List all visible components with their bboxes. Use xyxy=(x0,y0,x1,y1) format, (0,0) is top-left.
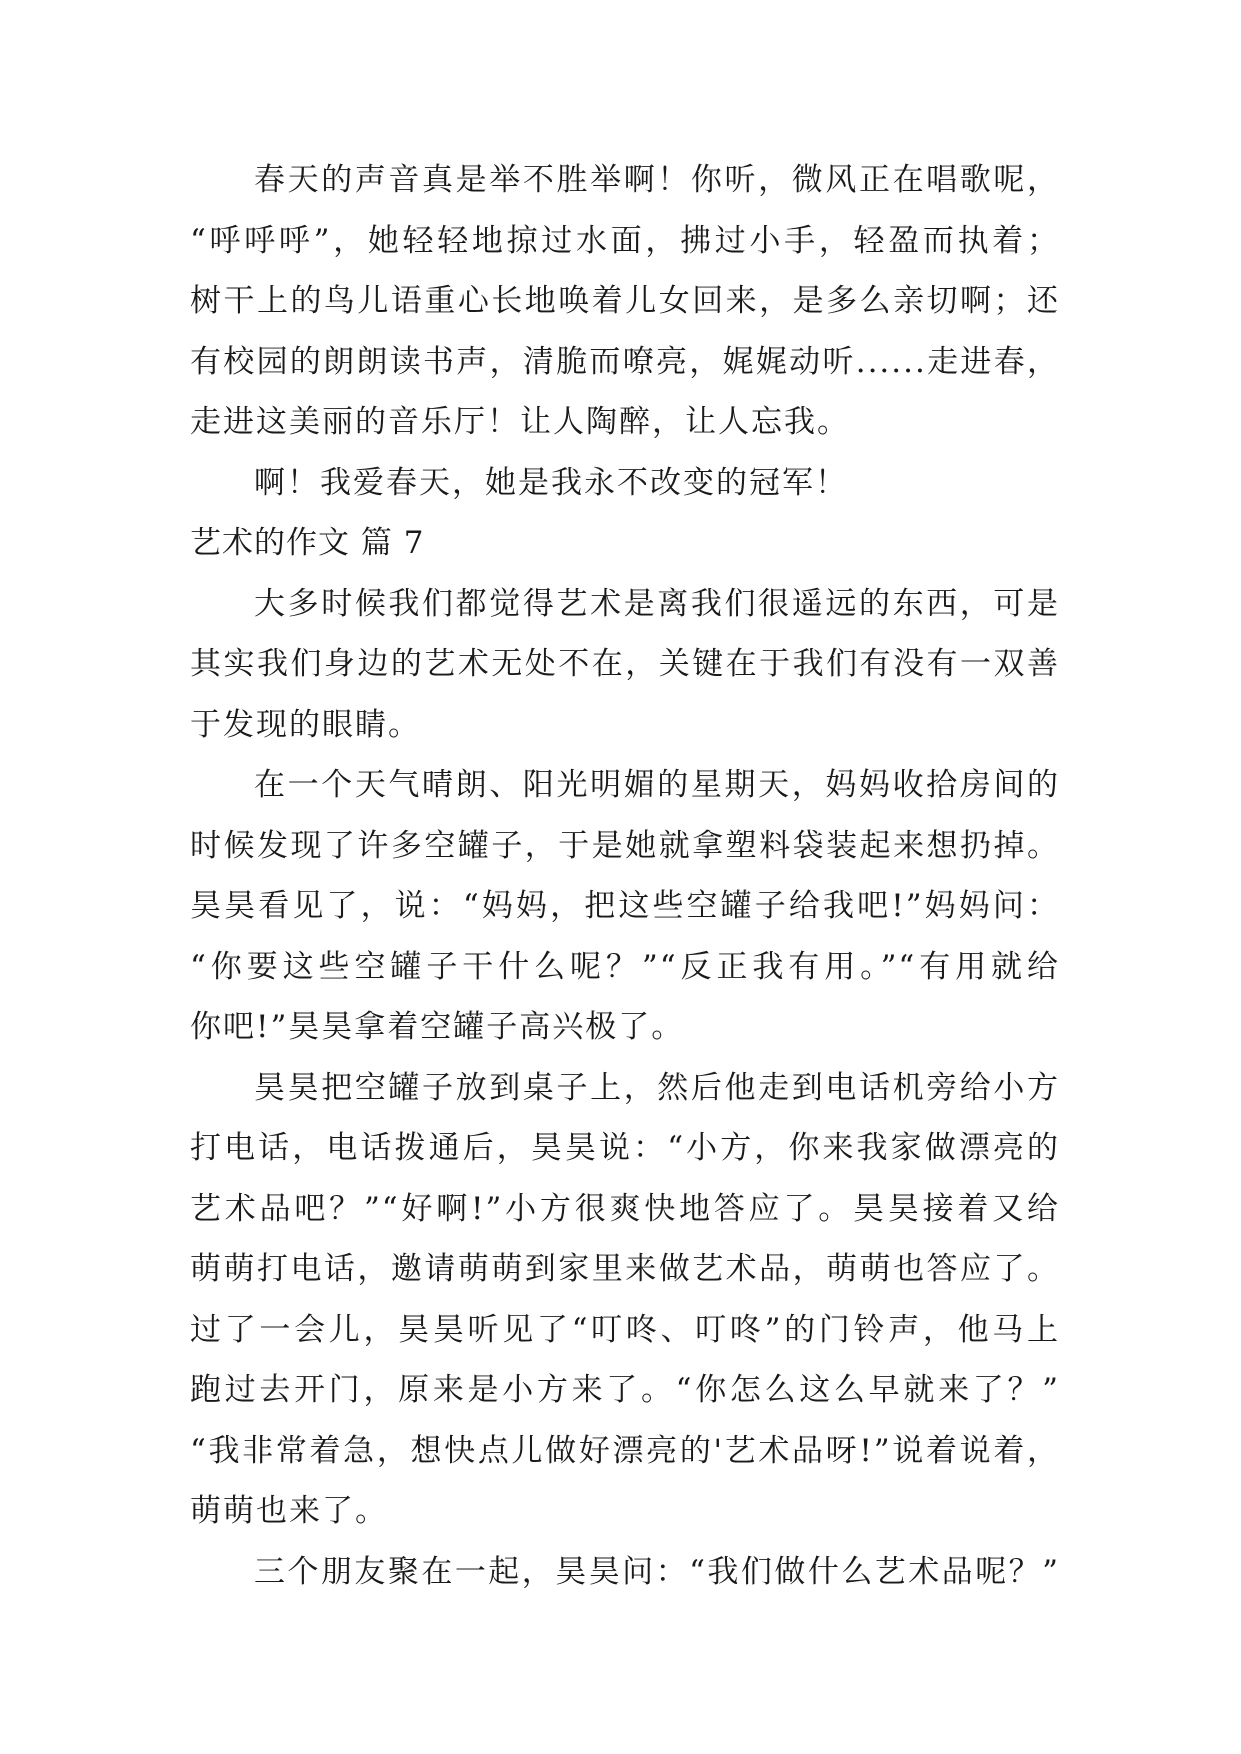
paragraph-line: 打电话，电话拨通后，昊昊说：“小方，你来我家做漂亮的 xyxy=(190,1130,1060,1166)
paragraph-line: 于发现的眼睛。 xyxy=(190,706,421,743)
paragraph-line: “你要这些空罐子干什么呢？”“反正我有用。”“有用就给 xyxy=(190,948,1060,985)
document-page xyxy=(190,150,1060,1602)
paragraph-line: 三个朋友聚在一起，昊昊问：“我们做什么艺术品呢？” xyxy=(254,1553,1060,1590)
paragraph-line: 过了一会儿，昊昊听见了“叮咚、叮咚”的门铃声，他马上 xyxy=(190,1311,1060,1348)
paragraph-line: “我非常着急，想快点儿做好漂亮的'艺术品呀!”说着说着， xyxy=(190,1432,1060,1469)
paragraph-line: 树干上的鸟儿语重心长地唤着儿女回来，是多么亲切啊；还 xyxy=(190,283,1060,319)
paragraph-line: 昊昊把空罐子放到桌子上，然后他走到电话机旁给小方 xyxy=(254,1069,1060,1106)
paragraph-line: 有校园的朗朗读书声，清脆而嘹亮，娓娓动听......走进春， xyxy=(190,343,1060,380)
paragraph-line: 走进这美丽的音乐厅！让人陶醉，让人忘我。 xyxy=(190,404,850,440)
paragraph-line: 艺术品吧？”“好啊!”小方很爽快地答应了。昊昊接着又给 xyxy=(190,1190,1060,1227)
paragraph-line: 其实我们身边的艺术无处不在，关键在于我们有没有一双善 xyxy=(190,646,1060,682)
paragraph-line: 时候发现了许多空罐子，于是她就拿塑料袋装起来想扔掉。 xyxy=(190,827,1060,864)
paragraph-line: 跑过去开门，原来是小方来了。“你怎么这么早就来了？” xyxy=(190,1372,1060,1408)
paragraph-line: 萌萌也来了。 xyxy=(190,1493,388,1529)
paragraph-line: 昊昊看见了，说：“妈妈，把这些空罐子给我吧!”妈妈问： xyxy=(190,888,1060,924)
paragraph-line: 啊！我爱春天，她是我永不改变的冠军！ xyxy=(254,464,848,501)
paragraph-line: 你吧!”昊昊拿着空罐子高兴极了。 xyxy=(190,1009,685,1045)
paragraph-line: 在一个天气晴朗、阳光明媚的星期天，妈妈收拾房间的 xyxy=(254,767,1060,803)
paragraph-line: 大多时候我们都觉得艺术是离我们很遥远的东西，可是 xyxy=(254,585,1060,622)
paragraph-line: 春天的声音真是举不胜举啊！你听，微风正在唱歌呢， xyxy=(254,162,1060,198)
section-heading: 艺术的作文 篇 7 xyxy=(190,525,425,561)
paragraph-line: 萌萌打电话，邀请萌萌到家里来做艺术品，萌萌也答应了。 xyxy=(190,1251,1060,1287)
paragraph-line: “呼呼呼”，她轻轻地掠过水面，拂过小手，轻盈而执着； xyxy=(190,222,1060,259)
